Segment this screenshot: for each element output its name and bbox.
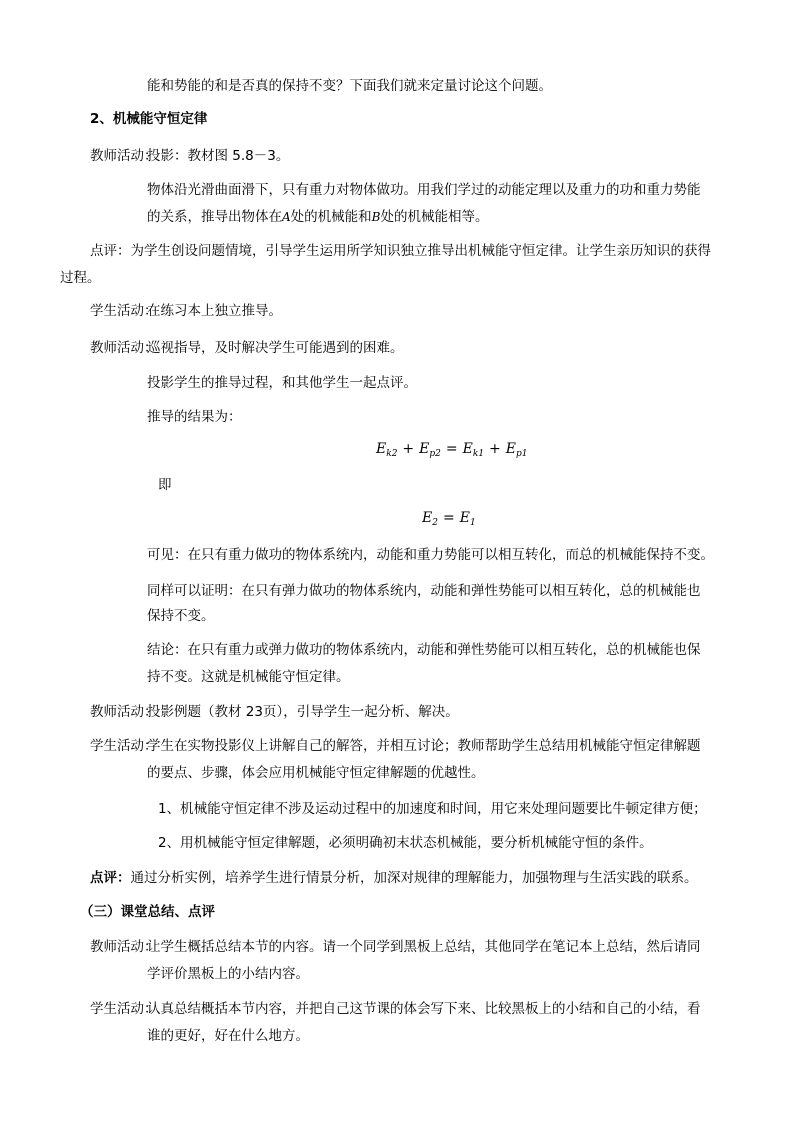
paragraph-line: 推导的结果为： xyxy=(147,409,242,425)
numbered-point: 2、用机械能守恒定律解题，必须明确初末状态机械能，要分析机械能守恒的条件。 xyxy=(158,835,653,851)
paragraph-line xyxy=(147,204,489,231)
paragraph-line: 学评价黑板上的小结内容。 xyxy=(147,966,309,982)
student-activity-row xyxy=(90,733,701,760)
teacher-activity-label: 教师活动： xyxy=(90,340,158,356)
student-activity-label: 学生活动： xyxy=(90,738,158,754)
teacher-activity-text: 巡视指导，及时解决学生可能遇到的困难。 xyxy=(147,340,404,356)
teacher-activity-row xyxy=(90,143,289,170)
equation-energy-sum: $E_{k2} + E_{p2} = E_{k1} + E_{p1}$ xyxy=(376,441,528,459)
student-activity-text: 在练习本上独立推导。 xyxy=(147,303,282,319)
numbered-point: 1、机械能守恒定律不涉及运动过程中的加速度和时间，用它来处理问题要比牛顿定律方便； xyxy=(158,801,707,817)
text-span: 的关系，推导出物体在 xyxy=(147,209,282,225)
comment-row xyxy=(90,865,698,892)
student-activity-row xyxy=(90,298,282,325)
student-activity-text: 认真总结概括本节内容，并把自己这节课的体会写下来、比较黑板上的小结和自己的小结，看 xyxy=(147,1001,701,1017)
teacher-activity-label: 教师活动： xyxy=(90,704,158,720)
comment-label: 点评： xyxy=(90,870,131,886)
paragraph-continuation: 能和势能的和是否真的保持不变？下面我们就来定量讨论这个问题。 xyxy=(147,78,552,94)
section-heading-conservation-law: 2、机械能守恒定律 xyxy=(90,111,208,127)
teacher-activity-label: 教师活动： xyxy=(90,148,158,164)
section-heading-summary: （三）课堂总结、点评 xyxy=(80,904,215,920)
text-span: 处的机械能和 xyxy=(290,209,372,225)
comment-line: 过程。 xyxy=(60,270,101,286)
equation-total-energy: $E_2 = E_1$ xyxy=(422,510,476,528)
teacher-activity-text: 让学生概括总结本节的内容。请一个同学到黑板上总结，其他同学在笔记本上总结，然后请同 xyxy=(147,939,701,955)
comment-line: 点评：为学生创设问题情境，引导学生运用所学知识独立推导出机械能守恒定律。让学生亲历知识的获得 xyxy=(90,243,711,259)
point-b-label: B xyxy=(371,210,381,224)
teacher-activity-row xyxy=(90,699,459,726)
connective-word: 即 xyxy=(158,477,172,493)
student-activity-label: 学生活动： xyxy=(90,1001,158,1017)
conclusion-line: 持不变。这就是机械能守恒定律。 xyxy=(147,669,350,685)
teacher-activity-text: 投影：教材图 5.8－3。 xyxy=(147,148,290,164)
teacher-activity-row xyxy=(90,335,404,362)
paragraph-line: 保持不变。 xyxy=(147,608,215,624)
student-activity-label: 学生活动： xyxy=(90,303,158,319)
paragraph-line: 同样可以证明：在只有弹力做功的物体系统内，动能和弹性势能可以相互转化，总的机械能也 xyxy=(147,583,701,599)
point-a-label: A xyxy=(282,210,291,224)
paragraph-line: 投影学生的推导过程，和其他学生一起点评。 xyxy=(147,375,417,391)
teacher-activity-row xyxy=(90,934,701,961)
paragraph-line: 物体沿光滑曲面滑下，只有重力对物体做功。用我们学过的动能定理以及重力的功和重力势能 xyxy=(147,182,701,198)
paragraph-line: 可见：在只有重力做功的物体系统内，动能和重力势能可以相互转化，而总的机械能保持不变。 xyxy=(147,547,714,563)
teacher-activity-label: 教师活动： xyxy=(90,939,158,955)
conclusion-line: 结论：在只有重力或弹力做功的物体系统内，动能和弹性势能可以相互转化，总的机械能也保 xyxy=(147,642,701,658)
teacher-activity-text: 投影例题（教材 23页），引导学生一起分析、解决。 xyxy=(147,704,459,720)
text-span: 处的机械能相等。 xyxy=(380,209,489,225)
paragraph-line: 的要点、步骤，体会应用机械能守恒定律解题的优越性。 xyxy=(147,765,485,781)
student-activity-row xyxy=(90,996,701,1023)
comment-text: 通过分析实例，培养学生进行情景分析，加深对规律的理解能力，加强物理与生活实践的联系。 xyxy=(130,870,698,886)
paragraph-line: 谁的更好，好在什么地方。 xyxy=(147,1028,309,1044)
student-activity-text: 学生在实物投影仪上讲解自己的解答，并相互讨论；教师帮助学生总结用机械能守恒定律解题 xyxy=(147,738,701,754)
